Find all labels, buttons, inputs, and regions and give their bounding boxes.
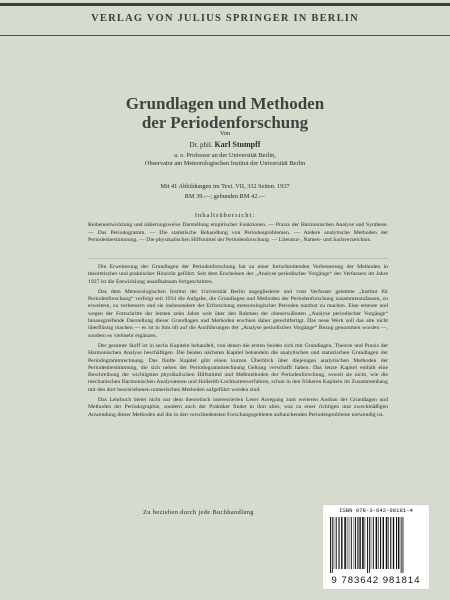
affiliation-line-1: a. o. Professor an der Universität Berlin, [174,152,276,159]
author-affiliation [0,152,450,168]
barcode-bar [378,517,379,569]
author-prefix: Dr. phil. [189,141,213,149]
barcode-bar [344,517,346,569]
barcode-bar [332,517,333,573]
barcode-bar [403,517,404,573]
details-line-1: Mit 41 Abbildungen im Text. VII, 332 Seiten. 1937 [160,183,290,190]
barcode-bar [336,517,337,569]
author [0,140,450,149]
barcode-bar [398,517,399,569]
author-name: Karl Stumpff [214,140,261,149]
barcode-bar [367,517,368,573]
book-details [0,182,450,202]
barcode-bar [401,517,402,573]
contents-heading: Inhaltsübersicht: [194,212,256,219]
top-rule [0,3,450,6]
barcode-number: 9 783642 981814 [331,575,421,586]
price-line: RM 39.—; gebunden RM 42.— [184,193,266,200]
barcode-bar [347,517,348,569]
body-paragraph: Das dem Meteorologischen Institut der Universität Berlin angegliederte und vom Verfasser geleitete „Institut für Periodenforschung“ verfolgt seit 1934 die Aufgabe, die Grundlagen und Methoden der Periodenforschung zusammenzufassen, zu erweitern, zu verbessern und sie insbesondere der Erforschung meteorologischer Perioden nutzbar zu machen. Eine erneute und wegen der Fortschritte der letzten zehn Jahre weit über den Rahmen der obenerwähnten „Analyse periodischer Vorgänge“ hinausgreifende Darstellung dieser Grundlagen und Methoden erschien daher gerechtfertigt. Das neue Werk soll das alte nicht überflüssig machen — es ist in ihm oft auf die Ausführungen der „Analyse periodischer Vorgänge“ Bezug genommen worden —, sondern es vielmehr ergänzen. [88,288,388,339]
barcode-bar [393,517,394,569]
barcode-bar [388,517,389,569]
section-divider [88,258,388,259]
barcode-bar [330,517,331,573]
title-line-1: Grundlagen und Methoden [125,94,325,113]
publisher-header: VERLAG VON JULIUS SPRINGER IN BERLIN [91,13,359,24]
barcode-bar [396,517,397,569]
barcode-bar [369,517,370,573]
description-body [88,264,388,422]
barcode-bar [383,517,384,569]
body-paragraph: Die Erweiterung der Grundlagen der Periodenforschung hat zu einer fortschreitenden Verbesserung der Methoden in theoretischer und praktischer Hinsicht geführt. Seit dem Erscheinen der „Analyse periodischer Vorgänge“ des Verfassers im Jahre 1927 ist die Entwicklung unaufhaltsam fortgeschritten. [88,264,388,285]
barcode-bar [373,517,374,569]
von-label: Von [219,130,231,137]
book-title [0,94,450,132]
barcode-bar [386,517,388,569]
affiliation-line-2: Observator am Meteorologischen Institut der Universität Berlin [144,160,306,167]
barcode-bar [355,517,356,569]
barcode-bar [334,517,335,569]
barcode-bar [354,517,355,569]
barcode-bar [365,517,366,569]
barcode-bar [359,517,360,569]
barcode-bar [341,517,342,569]
barcode-bar [357,517,358,569]
isbn-text: ISBN 978-3-642-98181-4 [339,507,413,514]
barcode-bar [371,517,372,569]
barcode-bar [362,517,364,569]
availability-note: Zu beziehen durch jede Buchhandlung [143,509,254,516]
barcode-bar [349,517,350,569]
contents-text: Reihenentwicklung und näherungsweise Darstellung empirischer Funktionen. — Praxis der Harmonischen Analyse und Synthese. — Das Periodogramm. — Die statistische Behandlung von Periodenproblemen. — Andere analytische Methoden der Periodenbestimmung. — Die physikalischen Hilfsmittel der Periodenforschung. — Literatur-, Namen- und Sachverzeichnis. [88,222,388,244]
body-paragraph: Das Lehrbuch bietet nicht nur dem theoretisch interessierten Leser Anregung zum weiteren Ausbau der Grundlagen und Methoden der Periodographie, sondern auch der Praktiker findet in ihm alles, was zu einer richtigen und zweckmäßigen Anwendung dieser Methoden auf die in den verschiedensten Forschungsgebieten auftauchenden Periodenprobleme notwendig ist. [88,397,388,418]
body-paragraph: Der gesamte Stoff ist in sechs Kapiteln behandelt, von denen die ersten beiden sich mit Grundlagen, Theorie und Praxis der Harmonischen Analyse beschäftigen. Die beiden nächsten Kapitel behandeln die analytischen und statistischen Grundlagen der Periodogrammrechnung. Das fünfte Kapitel gibt einen kurzen Überblick über diejenigen analytischen Methoden der Periodenbestimmung, die sich neben der Periodogrammrechnung Geltung verschafft haben. Das letzte Kapitel enthält eine Beschreibung der wichtigsten physikalischen Hilfsmittel und Meßmethoden der Periodenforschung, soweit sie nicht, wie die mechanischen Harmonischen Analysatoren und Hollerith-Lochkartenverfahren, schon in den früheren Kapiteln im Zusammenhang mit den dort beschriebenen numerischen Methoden aufgeführt worden sind. [88,342,388,393]
title-line-2: der Periodenforschung [141,113,309,132]
header-rule [0,35,450,36]
isbn-barcode [322,504,430,590]
barcode-bar [380,517,381,569]
barcode-bar [376,517,378,569]
barcode-bar [390,517,391,569]
barcode-bar [339,517,340,569]
barcode-bar [351,517,352,569]
barcode-bars [329,517,423,573]
